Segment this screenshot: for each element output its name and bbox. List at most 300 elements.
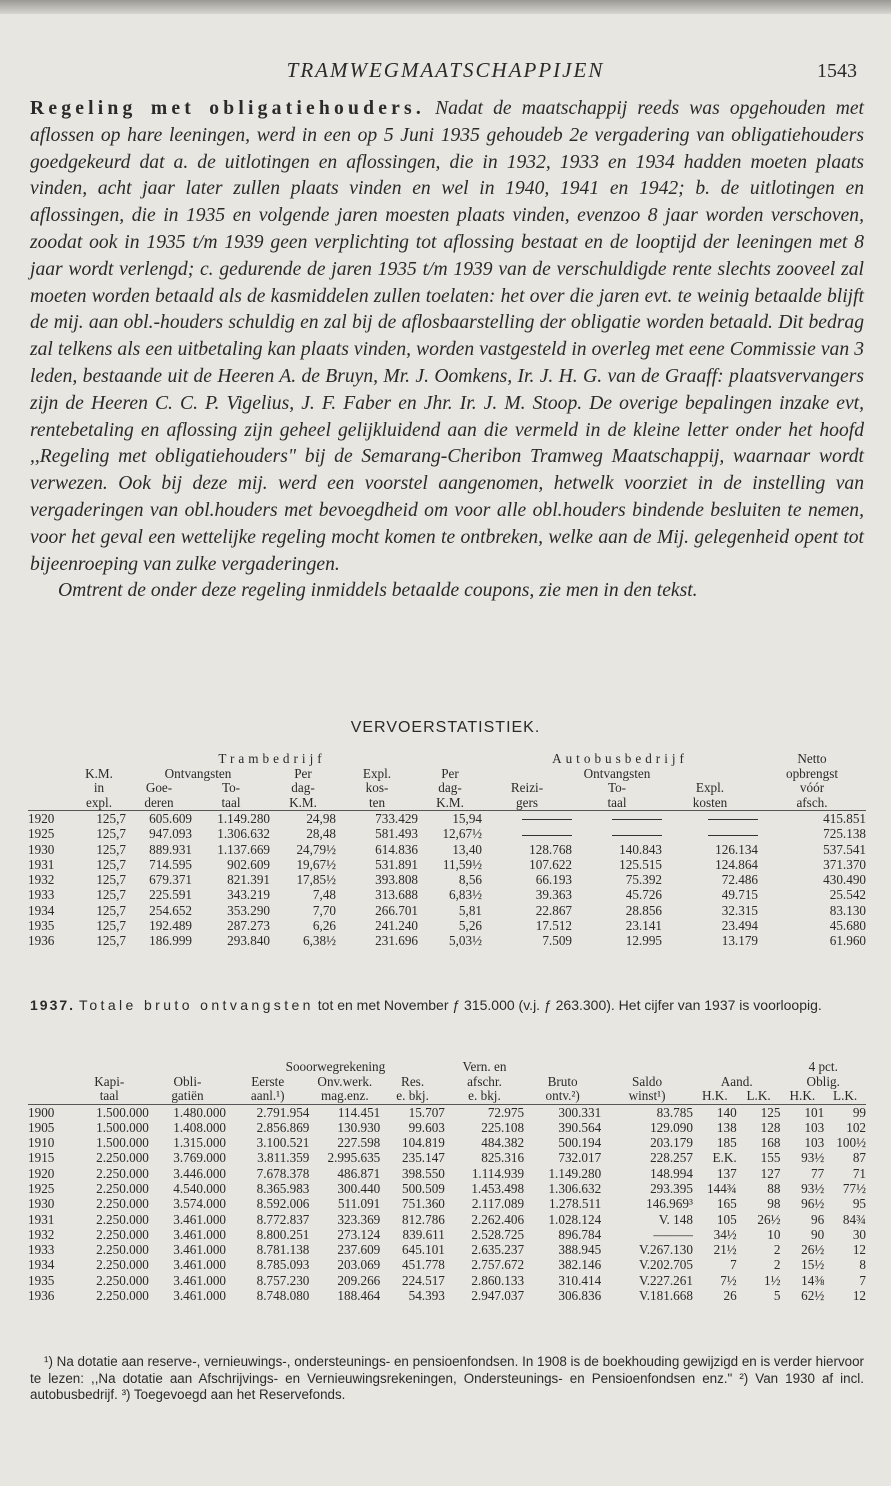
table-cell: 725.138 xyxy=(823,826,866,842)
table-row xyxy=(28,1104,866,1120)
table-cell: 266.701 xyxy=(375,902,418,918)
table-cell: 5,81 xyxy=(458,902,482,918)
table-cell: 61.960 xyxy=(829,933,866,949)
table-cell: 185 xyxy=(716,1135,737,1151)
col-header: Per xyxy=(441,765,459,781)
regeling-text xyxy=(30,96,864,605)
table-cell: 415.851 xyxy=(823,811,866,826)
table-cell: 4.540.000 xyxy=(173,1180,227,1196)
table-cell: 15,94 xyxy=(452,811,482,826)
table-row xyxy=(28,1196,866,1211)
table-cell: 146.969³ xyxy=(646,1196,693,1212)
table-cell: 83.785 xyxy=(656,1104,693,1120)
page-header xyxy=(0,58,891,92)
table-row xyxy=(28,918,866,933)
table-cell: 7½ xyxy=(720,1272,737,1288)
note-text: tot en met November ƒ 315.000 (v.j. ƒ 263.300). Het cijfer van 1937 is voorloopig. xyxy=(317,997,822,1013)
table-cell: 1.500.000 xyxy=(96,1135,149,1151)
table-cell: 8.772.837 xyxy=(256,1211,310,1227)
page-number: 1543 xyxy=(817,60,857,82)
table-cell: 7,70 xyxy=(312,902,336,918)
table-cell: 1.306.632 xyxy=(548,1180,602,1196)
table-cell: 24,98 xyxy=(306,811,336,826)
table-cell: 451.778 xyxy=(402,1257,445,1273)
table-cell: 137 xyxy=(716,1165,737,1181)
note-1937 xyxy=(30,997,864,1014)
table-cell: 114.451 xyxy=(337,1104,381,1120)
table-cell: 62½ xyxy=(801,1288,825,1304)
col-header: opbrengst xyxy=(785,765,838,781)
group-4pct: 4 pct. xyxy=(808,1059,838,1074)
table-cell: 2.528.725 xyxy=(471,1226,525,1242)
table-cell: 107.622 xyxy=(529,856,572,872)
table-cell: 125,7 xyxy=(96,902,126,918)
table-cell: 125,7 xyxy=(96,811,126,826)
col-header: Vern. en xyxy=(462,1059,507,1074)
table-cell: 8 xyxy=(859,1257,866,1273)
col-header: K.M. xyxy=(85,765,113,781)
table-cell: 1931 xyxy=(28,1211,55,1227)
financien-table xyxy=(28,1060,866,1303)
col-header: K.M. xyxy=(270,796,336,811)
col-header: taal xyxy=(572,796,662,811)
table-cell: 821.391 xyxy=(227,872,270,888)
table-cell: 100½ xyxy=(836,1135,866,1151)
table-cell: 165 xyxy=(716,1196,737,1212)
table-cell: 1925 xyxy=(28,1180,55,1196)
col-header: deren xyxy=(126,796,192,811)
col-header: Ontvangsten xyxy=(164,765,232,781)
table-row xyxy=(28,1227,866,1242)
table-cell: 1930 xyxy=(28,1196,55,1212)
table-cell: 300.440 xyxy=(337,1180,381,1196)
table-cell: 2 xyxy=(773,1257,781,1273)
table-header-row xyxy=(28,796,866,811)
table-cell: 125,7 xyxy=(96,841,126,857)
table-cell: 2.856.869 xyxy=(256,1119,310,1135)
table-cell: 186.999 xyxy=(149,933,192,949)
table-cell: 605.609 xyxy=(149,811,192,826)
table-cell: 5,03½ xyxy=(449,933,482,949)
vervoer-table xyxy=(28,752,866,949)
table-cell: 1932 xyxy=(28,1226,55,1242)
table-cell: 1.028.124 xyxy=(548,1211,602,1227)
table-cell: 203.069 xyxy=(337,1257,381,1273)
scan-edge xyxy=(0,0,891,14)
table-cell: 84¾ xyxy=(842,1211,866,1227)
table-cell: 95 xyxy=(852,1196,866,1212)
table-cell: 8.592.006 xyxy=(256,1196,310,1212)
table-cell: 531.891 xyxy=(375,856,418,872)
table-cell: 45.680 xyxy=(829,918,866,934)
col-header: Onv.werk. xyxy=(317,1073,373,1089)
table-cell: 3.574.000 xyxy=(173,1196,227,1212)
table-cell: 77½ xyxy=(842,1180,866,1196)
table-cell: 310.414 xyxy=(558,1272,602,1288)
table-cell: 72.975 xyxy=(487,1104,525,1120)
table-cell: 486.871 xyxy=(337,1165,381,1181)
col-header: Oblig. xyxy=(806,1073,840,1089)
table-cell: 1905 xyxy=(28,1119,55,1135)
table-cell: 105 xyxy=(716,1211,737,1227)
table-cell: 1½ xyxy=(763,1272,781,1288)
table-cell: 1935 xyxy=(28,918,55,934)
table-cell: 1.278.511 xyxy=(548,1196,602,1212)
table-cell: 3.461.000 xyxy=(173,1242,227,1258)
table-row xyxy=(28,1150,866,1165)
table-cell: 1.114.939 xyxy=(471,1165,525,1181)
table-cell: 11,59½ xyxy=(442,856,482,872)
table-cell: V.227.261 xyxy=(638,1272,693,1288)
table-cell: 273.124 xyxy=(337,1226,381,1242)
table-cell: 3.461.000 xyxy=(173,1272,227,1288)
col-header: Per xyxy=(294,765,312,781)
table-header-row xyxy=(28,781,866,796)
table-cell: 140 xyxy=(716,1104,737,1120)
table-cell: 6,26 xyxy=(312,918,336,934)
table-header-row xyxy=(28,1075,866,1090)
table-cell: 93½ xyxy=(801,1150,825,1166)
table-cell: 10 xyxy=(767,1226,781,1242)
table-cell: 125,7 xyxy=(96,933,126,949)
table-cell: 23.494 xyxy=(721,918,758,934)
table-cell: 15.707 xyxy=(408,1104,445,1120)
table-cell xyxy=(572,811,662,827)
table-cell: 3.461.000 xyxy=(173,1226,227,1242)
table-cell: 382.146 xyxy=(558,1257,602,1273)
col-header: vóór xyxy=(799,780,825,795)
table-cell: 371.370 xyxy=(823,856,866,872)
table-cell: 103 xyxy=(804,1135,825,1151)
table-row xyxy=(28,1288,866,1303)
table-cell: 12.995 xyxy=(625,933,662,949)
table-cell: 3.461.000 xyxy=(173,1211,227,1227)
table-cell: 17.512 xyxy=(535,918,572,934)
table-cell: 28,48 xyxy=(306,826,336,842)
table-cell: E.K. xyxy=(712,1150,737,1166)
table-row xyxy=(28,872,866,887)
table-cell: 21½ xyxy=(713,1242,737,1258)
footnotes: ¹) Na dotatie aan reserve-, vernieuwings-, ondersteunings- en pensioenfondsen. In 1908 is de boekhouding gewijzigd en is verder hiervoor te lezen: ,,Na dotatie aan Afschrijvings- en Vernieuwingsrekeningen, Ondersteunings- en Pensioenfondsen enz." ²) Van 1930 af incl. autobusbedrijf. ³) Toegevoegd aan het Reservefonds. xyxy=(30,1354,864,1402)
table-cell: 144¾ xyxy=(707,1180,737,1196)
col-header: taal xyxy=(70,1089,149,1104)
table-cell: 7.509 xyxy=(542,933,572,949)
table-cell: 1932 xyxy=(28,872,55,888)
table-cell: 34½ xyxy=(713,1226,737,1242)
table-cell: 126.134 xyxy=(715,841,758,857)
table-cell: 3.461.000 xyxy=(173,1288,227,1304)
table-cell: 138 xyxy=(716,1119,737,1135)
table-cell: 8.757.230 xyxy=(256,1272,310,1288)
col-header: L.K. xyxy=(737,1089,781,1104)
table-cell: 71 xyxy=(852,1165,866,1181)
table-cell: 2.947.037 xyxy=(471,1288,525,1304)
table-cell: 98 xyxy=(767,1196,781,1212)
table-cell: 1.306.632 xyxy=(217,826,270,842)
table-cell: 45.726 xyxy=(625,887,662,903)
table-cell: 8,56 xyxy=(458,872,482,888)
table-cell: 732.017 xyxy=(558,1150,602,1166)
table-cell: 1.315.000 xyxy=(173,1135,227,1151)
table-cell: 26 xyxy=(723,1288,737,1304)
col-header: Bruto xyxy=(547,1073,578,1089)
col-header: e. bkj. xyxy=(380,1089,445,1104)
table-cell xyxy=(662,811,758,827)
table-row xyxy=(28,857,866,872)
table-cell: 188.464 xyxy=(337,1288,381,1304)
col-header: Aand. xyxy=(720,1073,753,1089)
table-cell: 2.117.089 xyxy=(471,1196,525,1212)
col-header: H.K. xyxy=(693,1089,737,1104)
table-header-row xyxy=(28,1089,866,1104)
table-cell: 1930 xyxy=(28,841,55,857)
table-cell: 2 xyxy=(773,1242,781,1258)
table-cell: 645.101 xyxy=(402,1242,445,1258)
col-header: Res. xyxy=(401,1073,425,1089)
table-cell: 2.995.635 xyxy=(327,1150,381,1166)
group-bus: Autobusbedrijf xyxy=(552,751,688,766)
col-header: dag- xyxy=(438,780,462,795)
table-cell: 1.500.000 xyxy=(96,1104,149,1120)
section-lead: Regeling met obligatiehouders. xyxy=(30,98,425,119)
dash-mark xyxy=(708,819,758,820)
table-row xyxy=(28,1212,866,1227)
table-cell: 127 xyxy=(760,1165,781,1181)
col-header: Reizi- xyxy=(510,780,544,795)
table-cell: 2.757.672 xyxy=(471,1257,525,1273)
table-cell: 3.100.521 xyxy=(256,1135,310,1151)
table-cell: 140.843 xyxy=(619,841,662,857)
table-cell: 77 xyxy=(811,1165,825,1181)
table-cell: 102 xyxy=(846,1119,866,1135)
col-header: Obli- xyxy=(173,1073,202,1089)
col-header: winst¹) xyxy=(601,1089,693,1104)
table-cell: 125,7 xyxy=(96,872,126,888)
table-cell: 2.860.133 xyxy=(471,1272,525,1288)
table-cell: 353.290 xyxy=(227,902,270,918)
table-cell: 2.791.954 xyxy=(256,1104,310,1120)
table-cell: 148.994 xyxy=(650,1165,693,1181)
table-cell: 293.840 xyxy=(227,933,270,949)
table-cell: 231.696 xyxy=(375,933,418,949)
table-cell: 124.864 xyxy=(715,856,758,872)
table-cell: 896.784 xyxy=(558,1226,602,1242)
table-cell: 947.093 xyxy=(149,826,192,842)
table-cell: 228.257 xyxy=(650,1150,693,1166)
note-label: Totale bruto ontvangsten xyxy=(78,997,314,1013)
table-cell: 72.486 xyxy=(721,872,758,888)
table-header-row xyxy=(28,1060,866,1075)
table-cell: 2.250.000 xyxy=(96,1288,149,1304)
col-header: afsch. xyxy=(758,796,866,811)
table-cell: 6,83½ xyxy=(449,887,482,903)
col-header: To- xyxy=(607,780,627,795)
col-header: Expl. xyxy=(362,765,392,781)
table-cell: 1900 xyxy=(28,1104,55,1120)
table-cell: 128.768 xyxy=(529,841,572,857)
table-cell: 192.489 xyxy=(149,918,192,934)
table-cell: 7,48 xyxy=(312,887,336,903)
section-title-vervoer: VERVOERSTATISTIEK. xyxy=(350,719,541,736)
group-netto: Netto xyxy=(797,751,827,766)
table-cell: 209.266 xyxy=(337,1272,381,1288)
table-cell: 88 xyxy=(767,1180,781,1196)
table-row xyxy=(28,1181,866,1196)
table-cell: 2.250.000 xyxy=(96,1196,149,1212)
col-header: Goe- xyxy=(145,780,173,795)
table-cell: 825.316 xyxy=(481,1150,525,1166)
table-cell: 306.836 xyxy=(558,1288,602,1304)
col-header: expl. xyxy=(72,796,126,811)
col-header: aanl.¹) xyxy=(226,1089,309,1104)
col-header: ontv.²) xyxy=(524,1089,601,1104)
col-header: taal xyxy=(192,796,270,811)
table-cell: 7.678.378 xyxy=(256,1165,310,1181)
table-cell: 714.595 xyxy=(149,856,192,872)
table-cell: 1910 xyxy=(28,1135,55,1151)
table-cell: 26½ xyxy=(801,1242,825,1258)
table-cell: 125,7 xyxy=(96,856,126,872)
table-cell: 39.363 xyxy=(535,887,572,903)
table-cell: 225.591 xyxy=(149,887,192,903)
table-cell: 49.715 xyxy=(721,887,758,903)
table-cell: 614.836 xyxy=(375,841,418,857)
table-row xyxy=(28,826,866,841)
table-cell: 5,26 xyxy=(458,918,482,934)
table-cell: 128 xyxy=(760,1119,781,1135)
table-cell: 679.371 xyxy=(149,872,192,888)
table-cell: 2.250.000 xyxy=(96,1272,149,1288)
table-cell: 235.147 xyxy=(402,1150,445,1166)
table-cell: 7 xyxy=(859,1272,866,1288)
col-header: e. bkj. xyxy=(445,1089,524,1104)
table-row xyxy=(28,1257,866,1272)
table-cell: 1936 xyxy=(28,1288,55,1304)
col-header: To- xyxy=(221,780,241,795)
table-cell: 227.598 xyxy=(337,1135,381,1151)
table-cell: 300.331 xyxy=(558,1104,602,1120)
table-cell: 101 xyxy=(804,1104,825,1120)
table-cell xyxy=(662,826,758,841)
col-header: Expl. xyxy=(695,780,725,795)
table-cell: 484.382 xyxy=(481,1135,525,1151)
table-cell: 1931 xyxy=(28,856,55,872)
table-cell: 155 xyxy=(760,1150,781,1166)
table-cell xyxy=(482,811,572,827)
col-header: ten xyxy=(336,796,418,811)
table-cell: 99.603 xyxy=(408,1119,445,1135)
paragraph-1 xyxy=(30,96,864,578)
table-cell: 1933 xyxy=(28,887,55,903)
col-header: gatiën xyxy=(149,1089,226,1104)
table-cell: 6,38½ xyxy=(303,933,336,949)
table-cell xyxy=(482,826,572,841)
table-cell: 3.769.000 xyxy=(173,1150,227,1166)
table-cell: 66.193 xyxy=(535,872,572,888)
dash-mark xyxy=(522,835,572,836)
table-cell: 104.819 xyxy=(402,1135,445,1151)
table-cell: 1.408.000 xyxy=(173,1119,227,1135)
table-cell: 13,40 xyxy=(452,841,482,857)
table-cell: 125.515 xyxy=(619,856,662,872)
table-cell: 889.931 xyxy=(149,841,192,857)
table-cell: 1920 xyxy=(28,1165,55,1181)
dash-mark xyxy=(612,819,662,820)
table-cell: 343.219 xyxy=(227,887,270,903)
table-cell: 287.273 xyxy=(227,918,270,934)
table-cell: 1.149.280 xyxy=(548,1165,602,1181)
table-cell: 3.446.000 xyxy=(173,1165,227,1181)
table-row xyxy=(28,1166,866,1181)
col-header: mag.enz. xyxy=(309,1089,380,1104)
table-row xyxy=(28,933,866,948)
table-cell: 2.250.000 xyxy=(96,1257,149,1273)
table-cell: 2.250.000 xyxy=(96,1180,149,1196)
table-cell: 125,7 xyxy=(96,918,126,934)
table-cell: 8.785.093 xyxy=(256,1257,310,1273)
col-header: H.K. xyxy=(780,1089,824,1104)
table-cell: 87 xyxy=(852,1150,866,1166)
table-cell: 500.194 xyxy=(558,1135,602,1151)
table-cell: 19,67½ xyxy=(296,856,336,872)
table-cell: 237.609 xyxy=(337,1242,381,1258)
table-cell: 225.108 xyxy=(481,1119,525,1135)
table-cell: 2.250.000 xyxy=(96,1165,149,1181)
table-cell: 15½ xyxy=(801,1257,825,1273)
col-header: Ontvangsten xyxy=(583,765,651,781)
table-cell: 26½ xyxy=(757,1211,781,1227)
col-header: gers xyxy=(482,796,572,811)
col-header: Kapi- xyxy=(94,1073,125,1089)
table-cell: 125,7 xyxy=(96,826,126,842)
table-cell: 7 xyxy=(730,1257,737,1273)
col-header: K.M. xyxy=(418,796,482,811)
table-cell: 99 xyxy=(852,1104,866,1120)
col-header: dag- xyxy=(291,780,315,795)
table-cell: 1915 xyxy=(28,1150,55,1166)
table-cell: 32.315 xyxy=(721,902,758,918)
table-cell: 751.360 xyxy=(402,1196,445,1212)
table-cell: 96½ xyxy=(801,1196,825,1212)
table-cell: 581.493 xyxy=(375,826,418,842)
col-header: in xyxy=(93,780,105,795)
table-cell: 8.781.138 xyxy=(256,1242,310,1258)
table-cell: V. 148 xyxy=(658,1211,693,1227)
table-cell: 254.652 xyxy=(149,902,192,918)
col-header: kos- xyxy=(365,780,389,795)
table-cell: 25.542 xyxy=(829,887,866,903)
table-cell: 96 xyxy=(811,1211,825,1227)
table-cell: 12,67½ xyxy=(442,826,482,842)
table-cell: 393.808 xyxy=(375,872,418,888)
note-year: 1937. xyxy=(30,997,76,1013)
table-cell: 28.856 xyxy=(625,902,662,918)
table-cell: 8.800.251 xyxy=(256,1226,310,1242)
table-cell: 511.091 xyxy=(337,1196,381,1212)
table-cell: 1936 xyxy=(28,933,55,949)
table-cell: 733.429 xyxy=(375,811,418,826)
table-cell xyxy=(572,826,662,841)
table-cell: 1.480.000 xyxy=(173,1104,227,1120)
table-cell: 130.930 xyxy=(337,1119,381,1135)
table-cell: 1934 xyxy=(28,1257,55,1273)
table-cell: 3.811.359 xyxy=(257,1150,310,1166)
table-cell: 293.395 xyxy=(650,1180,693,1196)
table-row xyxy=(28,903,866,918)
table-cell: V.181.668 xyxy=(638,1288,693,1304)
table-cell: 93½ xyxy=(801,1180,825,1196)
table-row xyxy=(28,887,866,902)
